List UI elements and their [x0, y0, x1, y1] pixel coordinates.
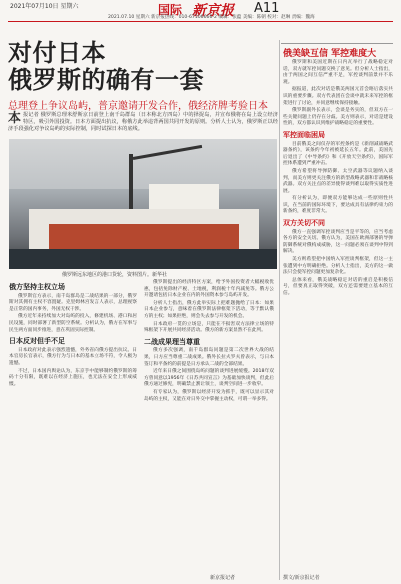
section-heading: 双方关切不同: [283, 219, 325, 228]
paragraph: 俄罗斯副外长表示，会谈是务实的，但双方在一些关键问题上仍存在分歧。美方则表示，对话是建设性的，双方都认识到维护战略稳定的重要性。: [283, 108, 393, 127]
paragraph: 俄罗斯提出的经济特区方案，给予外国投资者大幅税收优惠，包括免除财产税、土地税，利润税十年内减免等。俄方公开邀请包括日本企业在内的外国资本参与岛屿开发。: [144, 280, 274, 299]
paragraph: 日本政府对此表示强烈遗憾，外务省向俄方提出抗议。日本官房长官表示，俄方行为与日本的基本立场不符，令人极为遗憾。: [9, 347, 137, 366]
drop-cap: 本: [8, 111, 22, 126]
paragraph: 近年来日俄之间围绕岛屿问题的谈判进展缓慢。2018年双方曾同意以1956年《日苏共同宣言》为基础加快谈判，但此后俄方通过修宪，明确禁止割让领土，谈判空间进一步收窄。: [144, 369, 274, 388]
subheadline: 总理登上争议岛屿，普京邀请开发合作，俄经济牌考验日本: [8, 101, 268, 112]
lead-text: 报记者 俄罗斯总理米舒斯京日前登上南千岛群岛（日本称北方四岛）中的择捉岛，并宣布俄将在岛上设立经济特区，吸引外国投资。日本方面提出抗议，称俄方此举违背两国共同开发的原则。分析人士认为，俄罗斯正以经济手段强化对争议岛屿的实际控制，同时试探日本的底线。: [8, 112, 278, 132]
lead-paragraph: [8, 112, 278, 133]
paragraph: 俄罗斯官方表示，南千岛群岛是二战结果的一部分，俄罗斯对其拥有主权不容置疑。克里姆林宫发言人表示，总理视察是正常的国内事务，外国无权干涉。: [9, 293, 137, 312]
page-number: A11: [254, 1, 280, 16]
masthead-info: 2021.07.10 星期六 新京报热线：010-67106666-2 编辑：张蕴 美编：陈朝 校对：赵琳 责编：魏海: [108, 15, 315, 20]
paragraph: 俄罗斯和美国近期在日内瓦举行了战略稳定对话，双方就军控问题交换了意见。但分析人士指出，由于两国之间互信严重不足，军控谈判前景并不乐观。: [283, 60, 393, 85]
news-photo: [9, 139, 277, 269]
paragraph: 总体来看，俄美战略稳定对话的重启是积极信号，但要真正取得突破，双方还需要建立基本的互信。: [283, 277, 393, 296]
article-column-1: [9, 280, 137, 389]
paragraph: 日本政府一贯的立场是，只能在不损害双方法律立场的特殊框架下开展共同经济活动。俄方的新方案显然不在此列。: [144, 321, 274, 334]
footer-byline: 撰文/新京报记者: [283, 575, 320, 581]
sidebar-title: 俄美缺互信 军控难度大: [283, 49, 377, 59]
section-heading: 军控面临困局: [283, 130, 325, 139]
paragraph: 俄方希望将导弹防御、太空武器等议题纳入谈判，而美方则更关注俄方的新型战略武器和非战略核武器。双方关注点的差异使得谈判难以取得实质性进展。: [283, 168, 393, 194]
headline-line-1: 对付日本: [8, 39, 106, 67]
sidebar-column: [283, 60, 393, 299]
paragraph: 俄方多次强调，南千岛群岛问题是第二次世界大战的结果，日方应当尊重二战成果。俄外长拉夫罗夫曾表示，与日本签订和平条约的前提是日方承认二战的全部结果。: [144, 348, 274, 367]
section-heading: 俄方坚持主权立场: [9, 283, 65, 291]
article-column-2: [144, 280, 274, 404]
paragraph: 俄方近年来持续加大对岛屿的投入，修建机场、港口和居民设施，同时部署了新型防空系统。分析认为，俄方在军事与民生两方面同步推进，意在巩固实际控制。: [9, 314, 137, 333]
section-heading: 日本反对但手不足: [9, 337, 65, 346]
paragraph: 有专家认为，俄罗斯以经济开发为抓手，既可以显示其对岛屿的主权，又能在对日外交中掌握主动权，可谓一举多得。: [144, 389, 274, 402]
masthead-date: 2021年07月10日 星期六: [10, 3, 79, 10]
paragraph: 不过，日本国内舆论认为，东京手中能够制约俄罗斯的筹码十分有限，既难以在经济上施压，也无法在安全上形成威慑。: [9, 368, 137, 387]
headline: [8, 40, 248, 94]
newspaper-logo: 新京报: [192, 3, 234, 19]
byline: 新京报记者: [210, 575, 236, 581]
paragraph: 分析人士指出，俄方此举实际上把难题抛给了日本：如果日本企业参与，意味着在俄罗斯法律框架下活动，等于默认俄方的主权；如果拒绝，则会失去参与开发的机会。: [144, 300, 274, 319]
paragraph: 有分析认为，即便双方能够达成一些原则性共识，在当前的国际环境下，要达成具有法律约束力的新条约，难度非常大。: [283, 196, 393, 215]
column-divider: [279, 40, 280, 580]
top-rule: [8, 21, 393, 22]
photo-caption: 俄罗斯远东地区的港口货轮，资料图片。新华社: [62, 272, 168, 278]
paragraph: 目前俄美之间仅存的军控条约是《新削减战略武器条约》，该条约今年初被延长五年。此前，美国先后退出了《中导条约》和《开放天空条约》，国际军控体系遭到严重冲击。: [283, 141, 393, 167]
right-rule: [281, 43, 393, 44]
paragraph: 俄方一直强调军控谈判应当是平等的，应当考虑各方的安全关切。俄方认为，美国在欧洲部署的导弹防御系统对俄构成威胁，这一问题必须在谈判中得到解决。: [283, 229, 393, 255]
section-label: 国际: [158, 3, 183, 17]
section-heading: 二战成果理当尊重: [144, 337, 200, 346]
headline-line-2: 俄罗斯的确有一套: [8, 66, 204, 94]
paragraph: 据报道，此次对话是俄美两国元首会晤后落实共识的重要步骤。双方代表团在会谈中就未来军控的框架进行了讨论，并同意继续保持接触。: [283, 87, 393, 106]
paragraph: 美方则希望把中国纳入军控谈判框架，但这一主张遭到中方明确拒绝。分析人士指出，美方的这一做法只会使军控问题更加复杂化。: [283, 257, 393, 276]
